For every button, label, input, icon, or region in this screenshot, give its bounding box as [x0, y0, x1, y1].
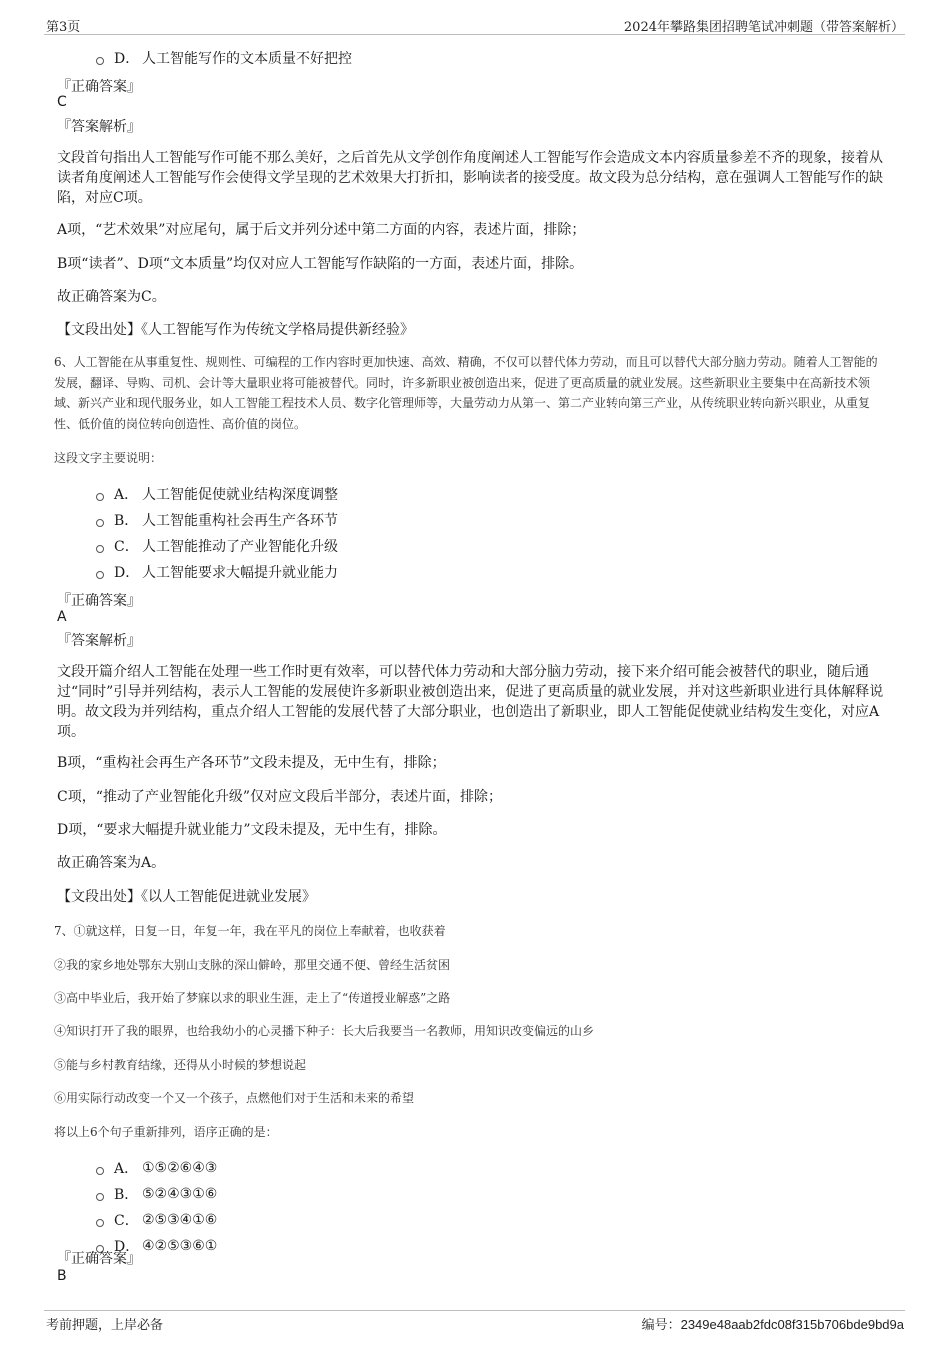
answer-label: 『正确答案』	[57, 593, 141, 609]
q7-option-c[interactable]	[96, 1210, 217, 1230]
radio-icon[interactable]	[96, 519, 104, 527]
option-text: 人工智能重构社会再生产各环节	[142, 513, 338, 529]
radio-icon[interactable]	[96, 493, 104, 501]
radio-icon[interactable]	[96, 545, 104, 553]
option-text: 人工智能写作的文本质量不好把控	[142, 51, 352, 67]
option-text: 人工智能要求大幅提升就业能力	[142, 565, 338, 581]
q6-option-d[interactable]	[96, 562, 338, 582]
q7-option-a[interactable]	[96, 1158, 217, 1178]
option-text: ②⑤③④①⑥	[142, 1212, 218, 1228]
option-text: ⑤②④③①⑥	[142, 1186, 218, 1202]
code-label: 编号：	[641, 1318, 681, 1333]
conclusion: 故正确答案为C。	[57, 289, 166, 305]
option-text: ①⑤②⑥④③	[142, 1160, 218, 1176]
document-title: 2024年攀路集团招聘笔试冲刺题（带答案解析）	[623, 20, 904, 35]
q7-option-b[interactable]	[96, 1184, 217, 1204]
q6-option-b[interactable]	[96, 510, 338, 530]
option-key: D．	[114, 1239, 140, 1255]
footer-divider	[44, 1310, 905, 1311]
option-key: C．	[114, 1213, 139, 1229]
q5-option-d[interactable]	[96, 48, 352, 68]
q7-sentence-6: ⑥用实际行动改变一个又一个孩子，点燃他们对于生活和未来的希望	[54, 1091, 415, 1105]
q6-stem: 6、人工智能在从事重复性、规则性、可编程的工作内容时更加快速、高效、精确，不仅可以替代体力劳动，而且可以替代大部分脑力劳动。随着人工智能的发展，翻译、导购、司机、会计等大量职业将可能被替代。同时，许多新职业被创造出来，促进了更高质量的就业发展。这些新职业主要集中在高新技术领域、新兴产业和现代服务业，如人工智能工程技术人员、数字化管理师等，大量劳动力从第一、第二产业转向第三产业，从传统职业转向新兴职业，从重复性、低价值的岗位转向创造性、高价值的岗位。	[54, 355, 878, 431]
option-key: A．	[114, 487, 139, 503]
option-key: B．	[114, 513, 139, 529]
header-divider	[44, 34, 905, 35]
answer-label: 『正确答案』	[57, 1251, 141, 1267]
analysis-option-c: C项，“推动了产业智能化升级”仅对应文段后半部分，表述片面，排除；	[57, 789, 503, 805]
q7-question: 将以上6个句子重新排列，语序正确的是：	[54, 1125, 278, 1139]
radio-icon[interactable]	[96, 571, 104, 579]
option-text: 人工智能推动了产业智能化升级	[142, 539, 338, 555]
analysis-text: 文段首句指出人工智能写作可能不那么美好，之后首先从文学创作角度阐述人工智能写作会造成文本内容质量参差不齐的现象，接着从读者角度阐述人工智能写作会使得文学呈现的艺术效果大打折扣，影响读者的接受度。故文段为总分结构，意在强调人工智能写作的缺陷，对应C项。	[57, 150, 883, 206]
radio-icon[interactable]	[96, 1219, 104, 1227]
option-key: B．	[114, 1187, 139, 1203]
option-key: D．	[114, 565, 140, 581]
answer-value: C	[57, 94, 67, 110]
q7-sentence-5: ⑤能与乡村教育结缘，还得从小时候的梦想说起	[54, 1058, 307, 1072]
answer-value: A	[57, 609, 67, 625]
code-value: 2349e48aab2fdc08f315b706bde9bd9a	[680, 1317, 904, 1332]
radio-icon[interactable]	[96, 57, 104, 65]
analysis-label: 『答案解析』	[57, 119, 141, 135]
analysis-option-b: B项，“重构社会再生产各环节”文段未提及，无中生有，排除；	[57, 755, 446, 771]
q7-sentence-3: ③高中毕业后，我开始了梦寐以求的职业生涯，走上了“传道授业解惑”之路	[54, 991, 451, 1005]
option-key: C．	[114, 539, 139, 555]
radio-icon[interactable]	[96, 1167, 104, 1175]
analysis-option-bd: B项“读者”、D项“文本质量”均仅对应人工智能写作缺陷的一方面，表述片面，排除。	[57, 256, 584, 272]
q6-option-c[interactable]	[96, 536, 338, 556]
option-key: D．	[114, 51, 140, 67]
conclusion: 故正确答案为A。	[57, 855, 166, 871]
q7-sentence-2: ②我的家乡地处鄂东大别山支脉的深山僻岭，那里交通不便、曾经生活贫困	[54, 958, 451, 972]
source: 【文段出处】《以人工智能促进就业发展》	[57, 889, 316, 905]
footer-slogan: 考前押题，上岸必备	[46, 1318, 164, 1333]
option-key: A．	[114, 1161, 139, 1177]
source: 【文段出处】《人工智能写作为传统文学格局提供新经验》	[57, 322, 414, 338]
q7-sentence-4: ④知识打开了我的眼界，也给我幼小的心灵播下种子：长大后我要当一名教师，用知识改变偏远的山乡	[54, 1024, 595, 1038]
answer-value: B	[57, 1268, 67, 1284]
analysis-label: 『答案解析』	[57, 633, 141, 649]
option-text: ④②⑤③⑥①	[142, 1238, 218, 1254]
q6-question: 这段文字主要说明：	[54, 451, 163, 465]
analysis-text: 文段开篇介绍人工智能在处理一些工作时更有效率，可以替代体力劳动和大部分脑力劳动，接下来介绍可能会被替代的职业，随后通过“同时”引导并列结构，表示人工智能的发展使许多新职业被创造出来，促进了更高质量的就业发展，并对这些新职业进行具体解释说明。故文段为并列结构，重点介绍人工智能的发展代替了大部分职业，也创造出了新职业，即人工智能促使就业结构发生变化，对应A项。	[57, 664, 884, 740]
radio-icon[interactable]	[96, 1193, 104, 1201]
option-text: 人工智能促使就业结构深度调整	[142, 487, 338, 503]
analysis-option-a: A项，“艺术效果”对应尾句，属于后文并列分述中第二方面的内容，表述片面，排除；	[57, 222, 586, 238]
analysis-option-d: D项，“要求大幅提升就业能力”文段未提及，无中生有，排除。	[57, 822, 447, 838]
page-number: 第3页	[46, 20, 81, 35]
q7-sentence-1: 7、①就这样，日复一日，年复一年，我在平凡的岗位上奉献着，也收获着	[54, 924, 446, 938]
footer-code	[642, 1314, 904, 1333]
answer-label: 『正确答案』	[57, 79, 141, 95]
q6-option-a[interactable]	[96, 484, 338, 504]
